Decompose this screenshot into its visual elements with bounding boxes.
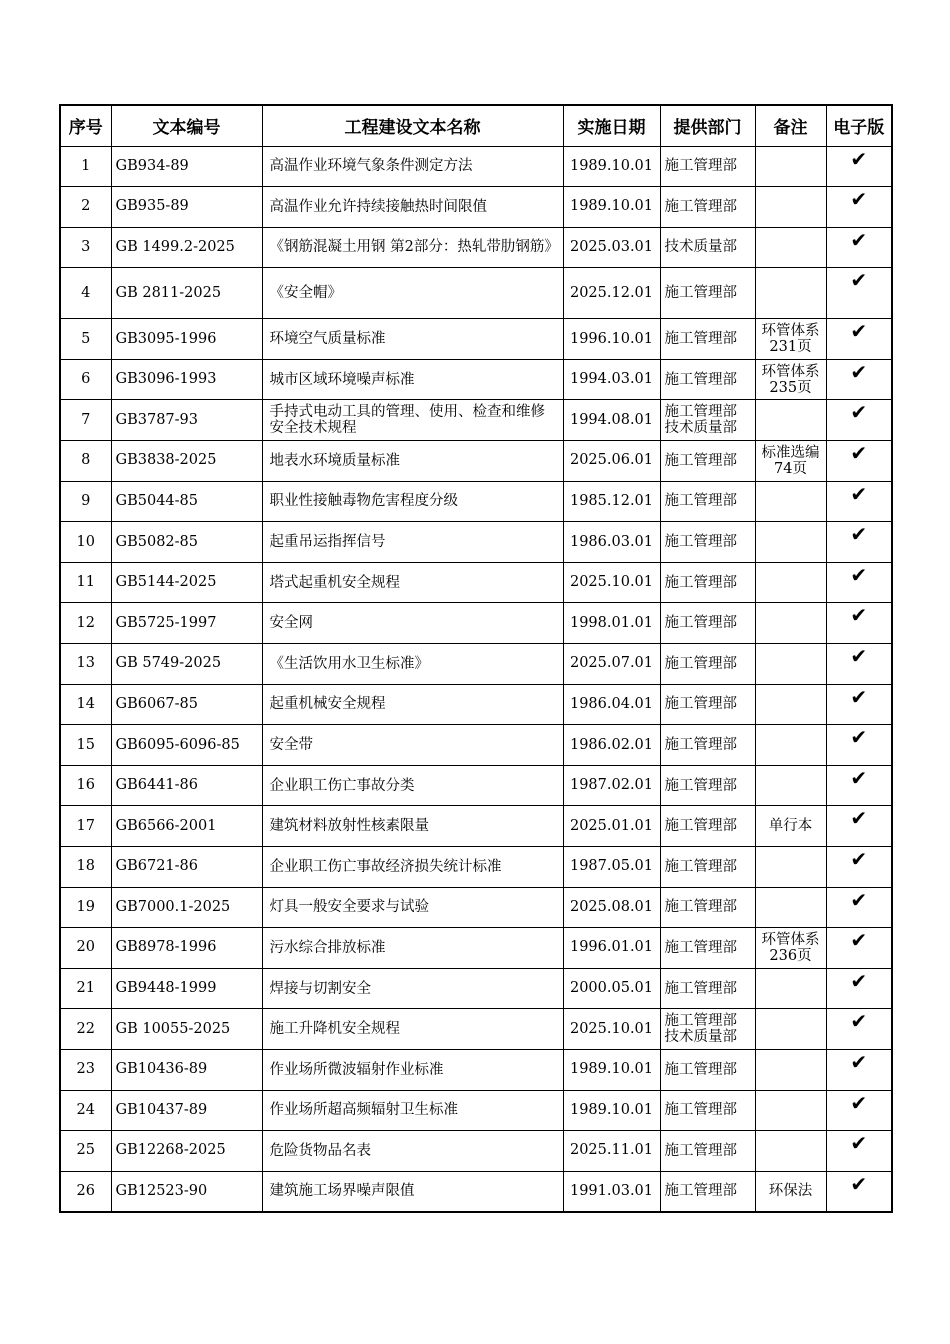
ebook-check-icon: ✔ xyxy=(826,765,892,806)
table-row xyxy=(60,319,892,360)
standard-code: GB3096-1993 xyxy=(111,359,262,400)
table-row xyxy=(60,725,892,766)
provider-department: 施工管理部 xyxy=(660,765,755,806)
table-row xyxy=(60,359,892,400)
remark xyxy=(755,268,826,319)
standard-code: GB6095-6096-85 xyxy=(111,725,262,766)
remark xyxy=(755,146,826,187)
row-number: 7 xyxy=(60,400,111,441)
standard-name: 污水综合排放标准 xyxy=(262,928,563,969)
remark xyxy=(755,968,826,1009)
row-number: 20 xyxy=(60,928,111,969)
effective-date: 1996.01.01 xyxy=(563,928,660,969)
row-number: 14 xyxy=(60,684,111,725)
ebook-check-icon: ✔ xyxy=(826,146,892,187)
effective-date: 1996.10.01 xyxy=(563,319,660,360)
row-number: 15 xyxy=(60,725,111,766)
ebook-check-icon: ✔ xyxy=(826,359,892,400)
remark: 标准选编74页 xyxy=(755,441,826,482)
remark: 环管体系231页 xyxy=(755,319,826,360)
table-row xyxy=(60,968,892,1009)
row-number: 22 xyxy=(60,1009,111,1050)
table-row xyxy=(60,928,892,969)
provider-department: 施工管理部 xyxy=(660,359,755,400)
standard-name: 环境空气质量标准 xyxy=(262,319,563,360)
effective-date: 2025.01.01 xyxy=(563,806,660,847)
ebook-check-icon: ✔ xyxy=(826,847,892,888)
standard-name: 高温作业允许持续接触热时间限值 xyxy=(262,187,563,228)
header-date: 实施日期 xyxy=(563,105,660,146)
table-row xyxy=(60,1049,892,1090)
standard-name: 起重机械安全规程 xyxy=(262,684,563,725)
remark xyxy=(755,1009,826,1050)
provider-department: 施工管理部 xyxy=(660,847,755,888)
table-row xyxy=(60,441,892,482)
standard-code: GB5044-85 xyxy=(111,481,262,522)
row-number: 24 xyxy=(60,1090,111,1131)
standard-code: GB934-89 xyxy=(111,146,262,187)
standard-code: GB12523-90 xyxy=(111,1171,262,1212)
header-dept: 提供部门 xyxy=(660,105,755,146)
standard-name: 建筑材料放射性核素限量 xyxy=(262,806,563,847)
standard-code: GB935-89 xyxy=(111,187,262,228)
standards-table xyxy=(59,104,893,1213)
standard-code: GB6566-2001 xyxy=(111,806,262,847)
effective-date: 2025.06.01 xyxy=(563,441,660,482)
standard-code: GB5144-2025 xyxy=(111,562,262,603)
standard-code: GB5725-1997 xyxy=(111,603,262,644)
table-row xyxy=(60,1171,892,1212)
remark xyxy=(755,603,826,644)
table-row xyxy=(60,847,892,888)
standard-name: 安全带 xyxy=(262,725,563,766)
standard-code: GB5082-85 xyxy=(111,522,262,563)
ebook-check-icon: ✔ xyxy=(826,1009,892,1050)
row-number: 18 xyxy=(60,847,111,888)
effective-date: 1989.10.01 xyxy=(563,1049,660,1090)
standard-name: 职业性接触毒物危害程度分级 xyxy=(262,481,563,522)
ebook-check-icon: ✔ xyxy=(826,481,892,522)
header-ebook: 电子版 xyxy=(826,105,892,146)
ebook-check-icon: ✔ xyxy=(826,684,892,725)
ebook-check-icon: ✔ xyxy=(826,1049,892,1090)
ebook-check-icon: ✔ xyxy=(826,1171,892,1212)
standard-code: GB7000.1-2025 xyxy=(111,887,262,928)
provider-department: 技术质量部 xyxy=(660,227,755,268)
effective-date: 2025.08.01 xyxy=(563,887,660,928)
table-row xyxy=(60,481,892,522)
provider-department: 施工管理部 xyxy=(660,441,755,482)
standard-code: GB3095-1996 xyxy=(111,319,262,360)
ebook-check-icon: ✔ xyxy=(826,522,892,563)
effective-date: 1991.03.01 xyxy=(563,1171,660,1212)
remark xyxy=(755,847,826,888)
provider-department: 施工管理部 xyxy=(660,968,755,1009)
row-number: 25 xyxy=(60,1131,111,1172)
effective-date: 1989.10.01 xyxy=(563,187,660,228)
provider-department: 施工管理部 xyxy=(660,187,755,228)
remark xyxy=(755,522,826,563)
provider-department: 施工管理部 xyxy=(660,1049,755,1090)
standard-name: 《钢筋混凝土用钢 第2部分：热轧带肋钢筋》 xyxy=(262,227,563,268)
provider-department: 施工管理部 xyxy=(660,319,755,360)
ebook-check-icon: ✔ xyxy=(826,227,892,268)
remark xyxy=(755,1131,826,1172)
standard-name: 危险货物品名表 xyxy=(262,1131,563,1172)
effective-date: 1989.10.01 xyxy=(563,1090,660,1131)
remark xyxy=(755,562,826,603)
effective-date: 1985.12.01 xyxy=(563,481,660,522)
table-row xyxy=(60,644,892,685)
provider-department: 施工管理部 xyxy=(660,725,755,766)
table-row xyxy=(60,187,892,228)
remark: 环管体系235页 xyxy=(755,359,826,400)
ebook-check-icon: ✔ xyxy=(826,268,892,319)
table-body xyxy=(60,146,892,1212)
standard-code: GB3787-93 xyxy=(111,400,262,441)
remark xyxy=(755,644,826,685)
row-number: 5 xyxy=(60,319,111,360)
table-row xyxy=(60,806,892,847)
table-row xyxy=(60,268,892,319)
standard-code: GB6721-86 xyxy=(111,847,262,888)
standard-code: GB9448-1999 xyxy=(111,968,262,1009)
standard-name: 企业职工伤亡事故经济损失统计标准 xyxy=(262,847,563,888)
standard-name: 建筑施工场界噪声限值 xyxy=(262,1171,563,1212)
remark xyxy=(755,765,826,806)
remark xyxy=(755,1049,826,1090)
effective-date: 1987.05.01 xyxy=(563,847,660,888)
effective-date: 2025.07.01 xyxy=(563,644,660,685)
provider-department: 施工管理部 xyxy=(660,1131,755,1172)
row-number: 2 xyxy=(60,187,111,228)
remark xyxy=(755,725,826,766)
standard-name: 焊接与切割安全 xyxy=(262,968,563,1009)
table-row xyxy=(60,765,892,806)
ebook-check-icon: ✔ xyxy=(826,887,892,928)
ebook-check-icon: ✔ xyxy=(826,187,892,228)
table-row xyxy=(60,522,892,563)
standard-code: GB6067-85 xyxy=(111,684,262,725)
effective-date: 2000.05.01 xyxy=(563,968,660,1009)
header-name: 工程建设文本名称 xyxy=(262,105,563,146)
provider-department: 施工管理部 xyxy=(660,887,755,928)
standard-name: 作业场所微波辐射作业标准 xyxy=(262,1049,563,1090)
standard-code: GB10437-89 xyxy=(111,1090,262,1131)
provider-department: 施工管理部 xyxy=(660,146,755,187)
standard-code: GB 5749-2025 xyxy=(111,644,262,685)
effective-date: 1998.01.01 xyxy=(563,603,660,644)
row-number: 19 xyxy=(60,887,111,928)
ebook-check-icon: ✔ xyxy=(826,1090,892,1131)
provider-department: 施工管理部 xyxy=(660,562,755,603)
provider-department: 施工管理部 xyxy=(660,806,755,847)
standard-code: GB6441-86 xyxy=(111,765,262,806)
row-number: 8 xyxy=(60,441,111,482)
effective-date: 2025.10.01 xyxy=(563,1009,660,1050)
remark xyxy=(755,187,826,228)
effective-date: 1994.03.01 xyxy=(563,359,660,400)
ebook-check-icon: ✔ xyxy=(826,806,892,847)
table-row xyxy=(60,603,892,644)
ebook-check-icon: ✔ xyxy=(826,603,892,644)
row-number: 4 xyxy=(60,268,111,319)
standard-code: GB12268-2025 xyxy=(111,1131,262,1172)
standard-code: GB 10055-2025 xyxy=(111,1009,262,1050)
ebook-check-icon: ✔ xyxy=(826,968,892,1009)
provider-department: 施工管理部 xyxy=(660,1171,755,1212)
standard-name: 《生活饮用水卫生标准》 xyxy=(262,644,563,685)
provider-department: 施工管理部技术质量部 xyxy=(660,1009,755,1050)
standard-name: 手持式电动工具的管理、使用、检查和维修安全技术规程 xyxy=(262,400,563,441)
ebook-check-icon: ✔ xyxy=(826,1131,892,1172)
table-header-row xyxy=(60,105,892,146)
row-number: 17 xyxy=(60,806,111,847)
ebook-check-icon: ✔ xyxy=(826,400,892,441)
row-number: 13 xyxy=(60,644,111,685)
remark xyxy=(755,227,826,268)
remark xyxy=(755,887,826,928)
remark xyxy=(755,684,826,725)
table-row xyxy=(60,684,892,725)
effective-date: 1987.02.01 xyxy=(563,765,660,806)
table-row xyxy=(60,887,892,928)
header-no: 序号 xyxy=(60,105,111,146)
remark xyxy=(755,400,826,441)
table-row xyxy=(60,1131,892,1172)
row-number: 11 xyxy=(60,562,111,603)
header-note: 备注 xyxy=(755,105,826,146)
standard-code: GB3838-2025 xyxy=(111,441,262,482)
remark: 环保法 xyxy=(755,1171,826,1212)
effective-date: 1989.10.01 xyxy=(563,146,660,187)
ebook-check-icon: ✔ xyxy=(826,441,892,482)
ebook-check-icon: ✔ xyxy=(826,928,892,969)
standard-name: 企业职工伤亡事故分类 xyxy=(262,765,563,806)
remark xyxy=(755,481,826,522)
table-row xyxy=(60,227,892,268)
standard-name: 灯具一般安全要求与试验 xyxy=(262,887,563,928)
table-row xyxy=(60,562,892,603)
row-number: 21 xyxy=(60,968,111,1009)
row-number: 9 xyxy=(60,481,111,522)
provider-department: 施工管理部 xyxy=(660,684,755,725)
row-number: 26 xyxy=(60,1171,111,1212)
row-number: 23 xyxy=(60,1049,111,1090)
effective-date: 2025.11.01 xyxy=(563,1131,660,1172)
provider-department: 施工管理部 xyxy=(660,928,755,969)
effective-date: 2025.10.01 xyxy=(563,562,660,603)
row-number: 10 xyxy=(60,522,111,563)
standard-code: GB10436-89 xyxy=(111,1049,262,1090)
standard-name: 塔式起重机安全规程 xyxy=(262,562,563,603)
ebook-check-icon: ✔ xyxy=(826,644,892,685)
standard-code: GB 1499.2-2025 xyxy=(111,227,262,268)
row-number: 3 xyxy=(60,227,111,268)
ebook-check-icon: ✔ xyxy=(826,319,892,360)
provider-department: 施工管理部 xyxy=(660,268,755,319)
table-row xyxy=(60,1009,892,1050)
effective-date: 2025.12.01 xyxy=(563,268,660,319)
effective-date: 1986.03.01 xyxy=(563,522,660,563)
standard-name: 城市区域环境噪声标准 xyxy=(262,359,563,400)
provider-department: 施工管理部技术质量部 xyxy=(660,400,755,441)
row-number: 6 xyxy=(60,359,111,400)
ebook-check-icon: ✔ xyxy=(826,562,892,603)
standard-name: 施工升降机安全规程 xyxy=(262,1009,563,1050)
standard-code: GB 2811-2025 xyxy=(111,268,262,319)
provider-department: 施工管理部 xyxy=(660,1090,755,1131)
ebook-check-icon: ✔ xyxy=(826,725,892,766)
table-row xyxy=(60,1090,892,1131)
row-number: 16 xyxy=(60,765,111,806)
effective-date: 2025.03.01 xyxy=(563,227,660,268)
standard-name: 《安全帽》 xyxy=(262,268,563,319)
provider-department: 施工管理部 xyxy=(660,603,755,644)
table-row xyxy=(60,146,892,187)
table-row xyxy=(60,400,892,441)
standard-name: 高温作业环境气象条件测定方法 xyxy=(262,146,563,187)
provider-department: 施工管理部 xyxy=(660,481,755,522)
provider-department: 施工管理部 xyxy=(660,644,755,685)
remark xyxy=(755,1090,826,1131)
effective-date: 1986.04.01 xyxy=(563,684,660,725)
remark: 单行本 xyxy=(755,806,826,847)
remark: 环管体系236页 xyxy=(755,928,826,969)
effective-date: 1986.02.01 xyxy=(563,725,660,766)
standard-code: GB8978-1996 xyxy=(111,928,262,969)
provider-department: 施工管理部 xyxy=(660,522,755,563)
effective-date: 1994.08.01 xyxy=(563,400,660,441)
row-number: 12 xyxy=(60,603,111,644)
standard-name: 起重吊运指挥信号 xyxy=(262,522,563,563)
standard-name: 作业场所超高频辐射卫生标准 xyxy=(262,1090,563,1131)
standard-name: 安全网 xyxy=(262,603,563,644)
row-number: 1 xyxy=(60,146,111,187)
standard-name: 地表水环境质量标准 xyxy=(262,441,563,482)
header-code: 文本编号 xyxy=(111,105,262,146)
